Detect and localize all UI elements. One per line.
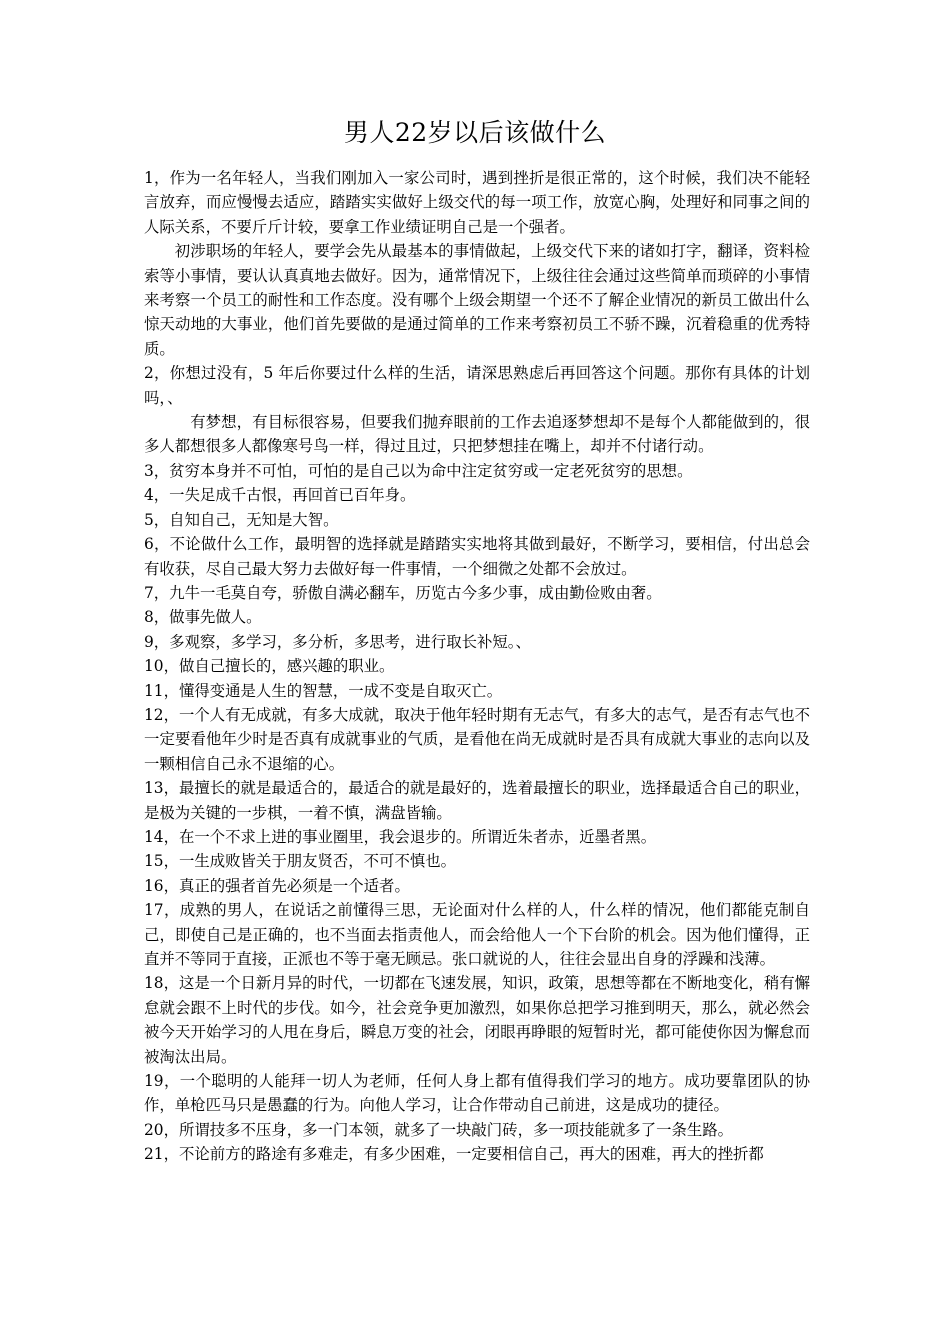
paragraph-16: 16，真正的强者首先必须是一个适者。 <box>144 876 410 895</box>
document-title: 男人22岁以后该做什么 <box>343 118 607 147</box>
document-body <box>144 166 810 1167</box>
paragraph-18: 18，这是一个日新月异的时代，一切都在飞速发展，知识，政策，思想等都在不断地变化，稍有懈怠就会跟不上时代的步伐。如今，社会竞争更加激烈，如果你总把学习推到明天，那么，就必然会被今天开始学习的人甩在身后，瞬息万变的社会，闭眼再睁眼的短暂时光，都可能使你因为懈怠而被淘汰出局。 <box>144 974 810 1066</box>
paragraph-5: 5，自知自己，无知是大智。 <box>144 510 339 529</box>
paragraph-4: 4，一失足成千古恨，再回首已百年身。 <box>144 486 416 505</box>
paragraph-21: 21，不论前方的路途有多难走，有多少困难，一定要相信自己，再大的困难，再大的挫折都 <box>144 1145 764 1164</box>
paragraph-9: 9，多观察，多学习，多分析，多思考，进行取长补短。、 <box>144 632 531 651</box>
paragraph-2-detail: 有梦想，有目标很容易，但要我们抛弃眼前的工作去追逐梦想却不是每个人都能做到的，很多人都想很多人都像寒号鸟一样，得过且过，只把梦想挂在嘴上，却并不付诸行动。 <box>144 413 810 456</box>
paragraph-19: 19，一个聪明的人能拜一切人为老师，任何人身上都有值得我们学习的地方。成功要靠团队的协作，单枪匹马只是愚蠢的行为。向他人学习，让合作带动自己前进，这是成功的捷径。 <box>144 1072 810 1115</box>
paragraph-15: 15，一生成败皆关于朋友贤否，不可不慎也。 <box>144 852 457 871</box>
paragraph-8: 8，做事先做人。 <box>144 608 262 627</box>
paragraph-12: 12，一个人有无成就，有多大成就，取决于他年轻时期有无志气，有多大的志气，是否有志气也不一定要看他年少时是否真有成就事业的气质，是看他在尚无成就时是否具有成就大事业的志向以及一颗相信自己永不退缩的心。 <box>144 705 810 773</box>
paragraph-14: 14，在一个不求上进的事业圈里，我会退步的。所谓近朱者赤，近墨者黑。 <box>144 827 657 846</box>
paragraph-1: 1，作为一名年轻人，当我们刚加入一家公司时，遇到挫折是很正常的，这个时候，我们决不能轻言放弃，而应慢慢去适应，踏踏实实做好上级交代的每一项工作，放宽心胸，处理好和同事之间的人际关系，不要斤斤计较，要拿工作业绩证明自己是一个强者。 <box>144 169 810 236</box>
paragraph-11: 11，懂得变通是人生的智慧，一成不变是自取灭亡。 <box>144 681 503 700</box>
paragraph-20: 20，所谓技多不压身，多一门本领，就多了一块敲门砖，多一项技能就多了一条生路。 <box>144 1120 734 1139</box>
paragraph-7: 7，九牛一毛莫自夸，骄傲自满必翻车，历览古今多少事，成由勤俭败由奢。 <box>144 583 662 602</box>
paragraph-3: 3，贫穷本身并不可怕，可怕的是自己以为命中注定贫穷或一定老死贫穷的思想。 <box>144 461 693 480</box>
paragraph-6: 6，不论做什么工作，最明智的选择就是踏踏实实地将其做到最好，不断学习，要相信，付出总会有收获，尽自己最大努力去做好每一件事情，一个细微之处都不会放过。 <box>144 535 810 578</box>
paragraph-10: 10，做自己擅长的，感兴趣的职业。 <box>144 657 395 676</box>
paragraph-1-detail: 初涉职场的年轻人，要学会先从最基本的事情做起，上级交代下来的诸如打字，翻译，资料检索等小事情，要认认真真地去做好。因为，通常情况下，上级往往会通过这些简单而琐碎的小事情来考察一个员工的耐性和工作态度。没有哪个上级会期望一个还不了解企业情况的新员工做出什么惊天动地的大事业，他们首先要做的是通过简单的工作来考察初员工不骄不躁，沉着稳重的优秀特质。 <box>144 242 810 358</box>
paragraph-13: 13，最擅长的就是最适合的，最适合的就是最好的，选着最擅长的职业，选择最适合自己的职业，是极为关键的一步棋，一着不慎，满盘皆输。 <box>144 779 810 822</box>
paragraph-2: 2，你想过没有，5 年后你要过什么样的生活，请深思熟虑后再回答这个问题。那你有具体的计划吗，、 <box>144 364 810 407</box>
paragraph-17: 17，成熟的男人，在说话之前懂得三思，无论面对什么样的人，什么样的情况，他们都能克制自己，即使自己是正确的，也不当面去指责他人，而会给他人一个下台阶的机会。因为他们懂得，正直并不等同于直接，正派也不等于毫无顾忌。张口就说的人，往往会显出自身的浮躁和浅薄。 <box>144 901 810 968</box>
